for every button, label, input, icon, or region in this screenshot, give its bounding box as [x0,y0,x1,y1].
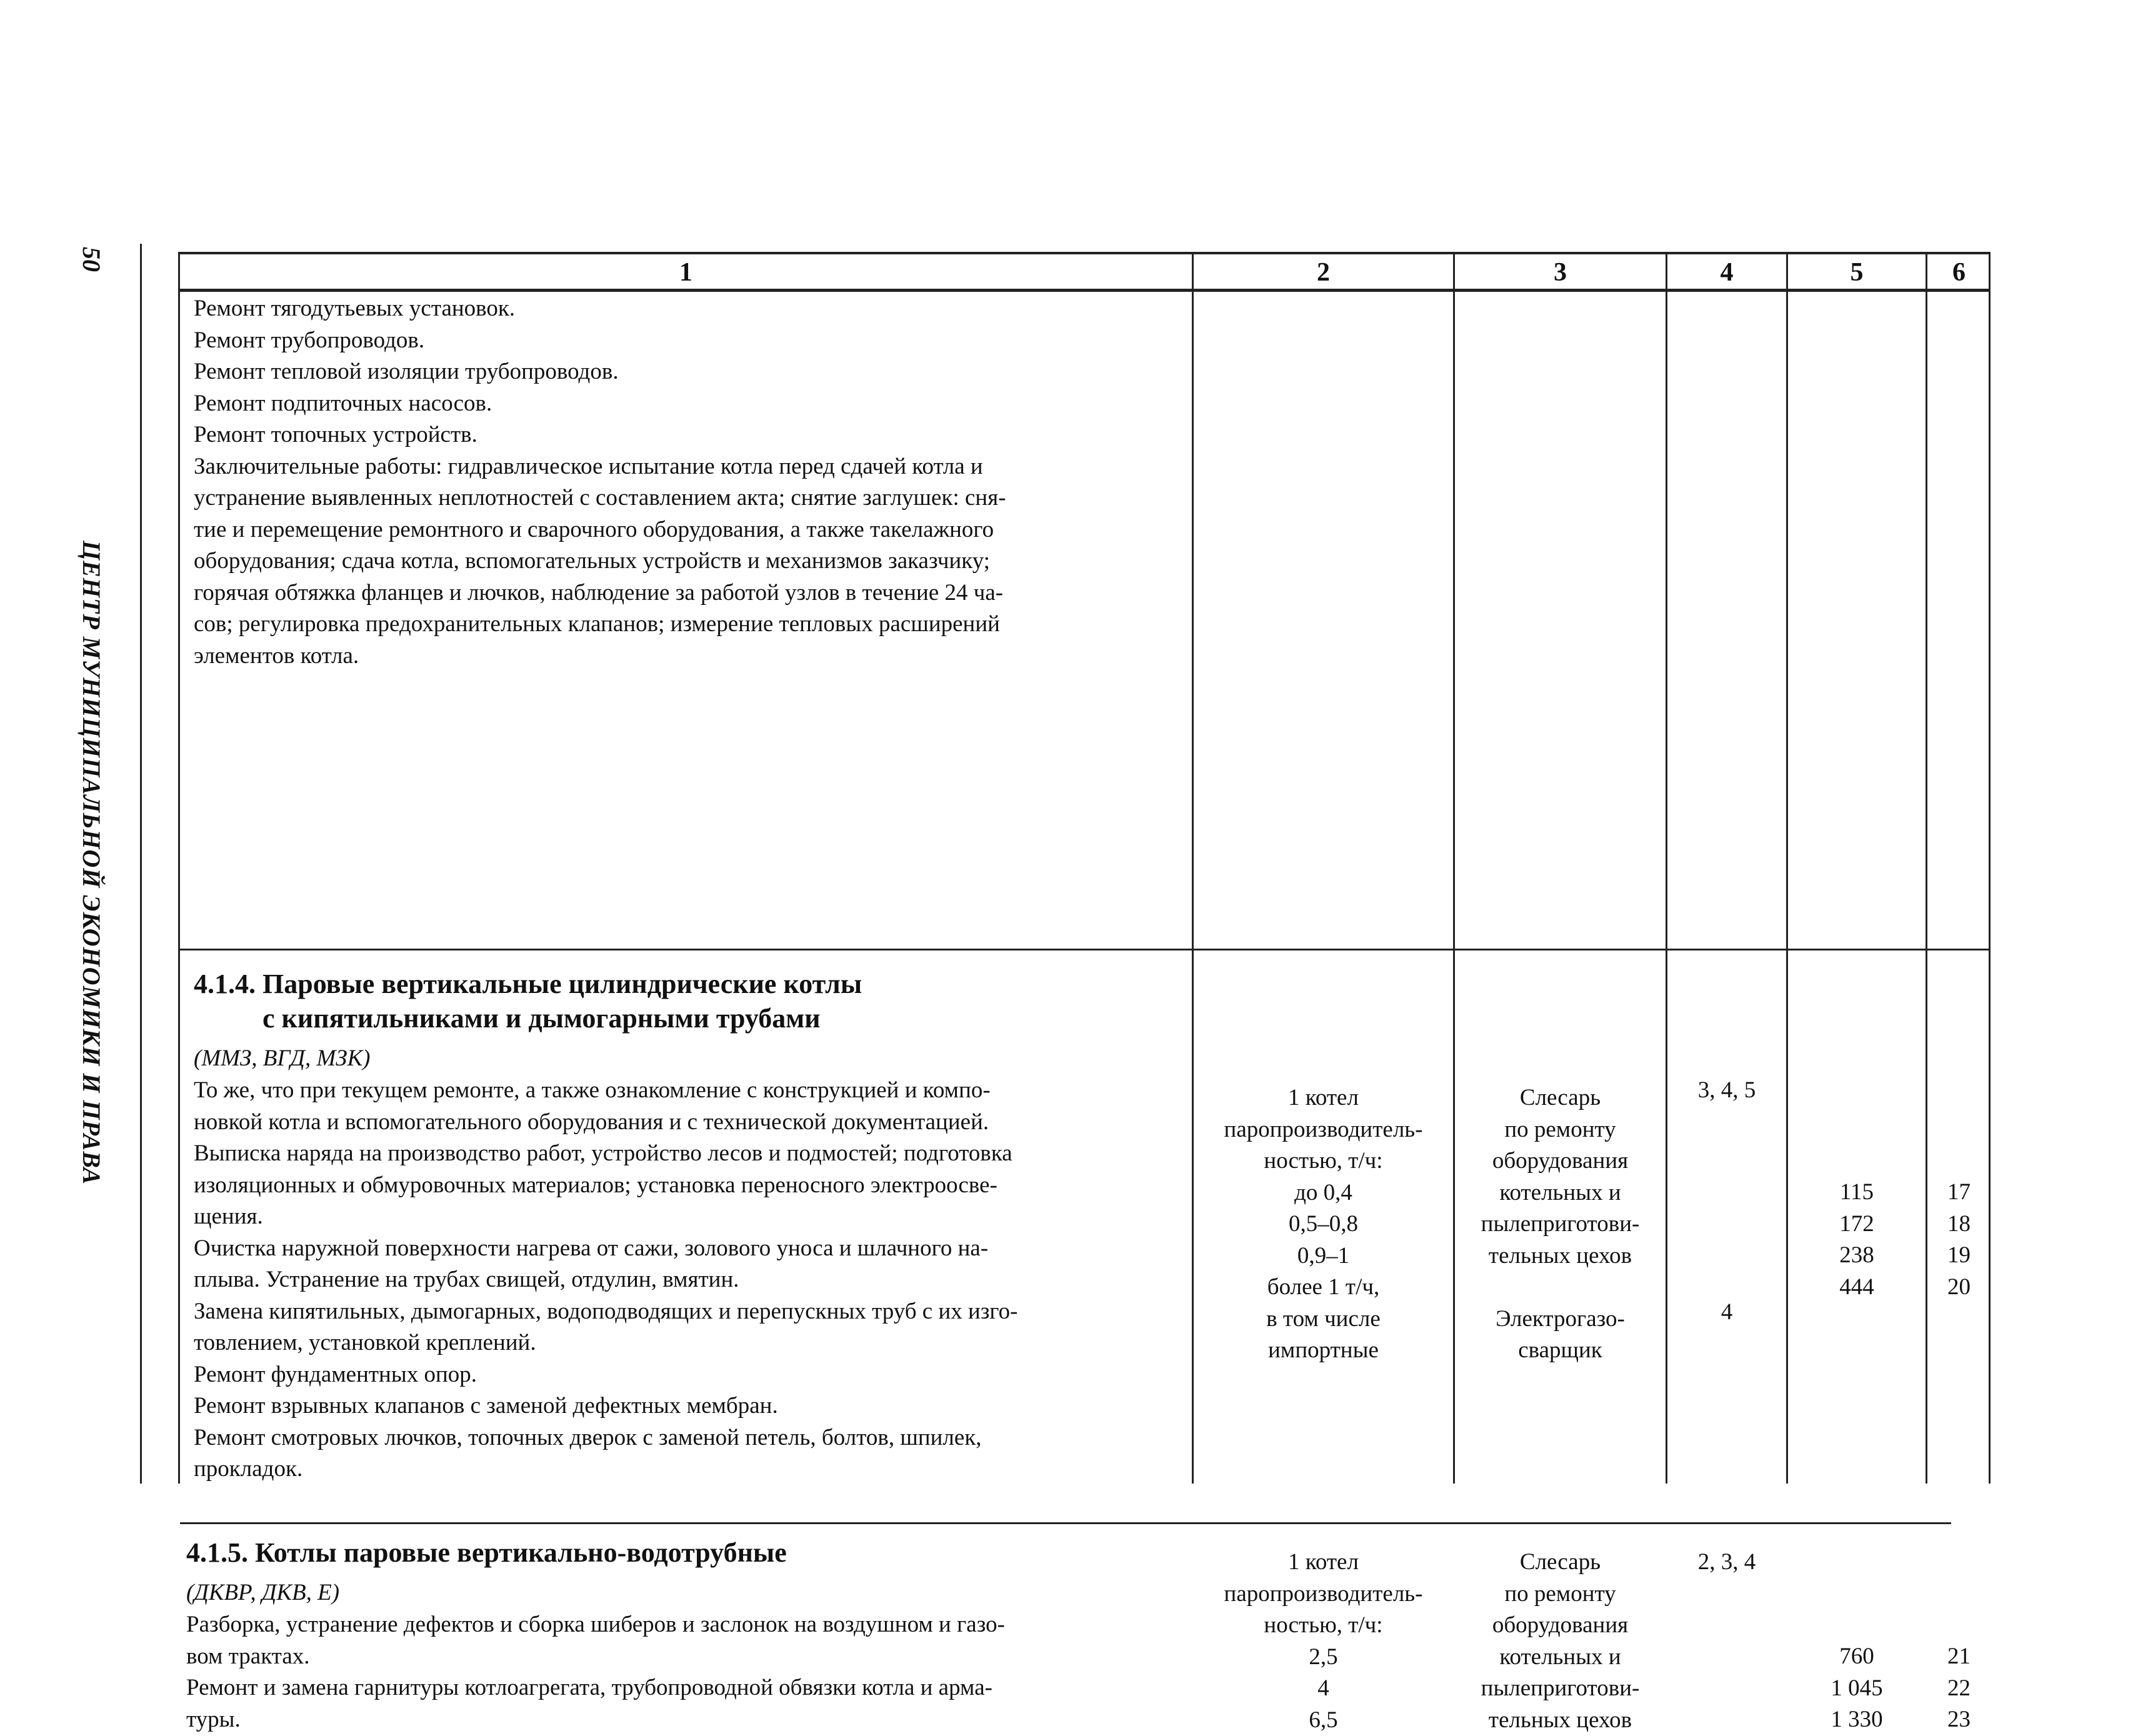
section-414-norm-time [1788,1177,1926,1303]
text-line: Ремонт и замена гарнитуры котлоагрегата, трубопроводной обвязки котла и арма- [186,1672,1005,1704]
worker-line: тельных цехов [1455,1705,1666,1736]
worker-line: оборудования [1455,1610,1666,1642]
text-line: Ремонт тепловой изоляции трубопроводов. [194,356,1006,388]
worker-line: Слесарь [1455,1547,1666,1579]
worker-line: по ремонту [1455,1114,1666,1146]
section-415-grade: 2, 3, 4 [1667,1547,1786,1579]
capacity-line: 0,9–1 [1194,1240,1453,1272]
section-415-row-number [1927,1641,1991,1736]
norm-value: 238 [1788,1240,1926,1272]
publisher-name: ЦЕНТР МУНИЦИПАЛЬНОЙ ЭКОНОМИКИ И ПРАВА [77,541,106,1185]
text-line: Ремонт взрывных клапанов с заменой дефектных мембран. [194,1390,1018,1422]
text-line: Выписка наряда на производство работ, устройство лесов и подмостей; подготовка [194,1138,1018,1170]
text-line: товлением, установкой креплений. [194,1327,1018,1359]
worker-line [1455,1272,1666,1304]
section-414-grade-a: 3, 4, 5 [1667,1075,1786,1107]
row-number: 20 [1927,1272,1991,1304]
worker-line: по ремонту [1455,1579,1666,1610]
norms-table [178,252,1991,1484]
capacity-line: паропроизводитель- [1194,1114,1453,1146]
worker-line: котельных и [1455,1642,1666,1674]
row-number: 23 [1927,1704,1991,1736]
section-414-capacity [1194,1082,1453,1367]
header-col-2: 2 [1194,254,1453,291]
block1-text [194,293,1006,672]
text-line: То же, что при текущем ремонте, а также ознакомление с конструкцией и компо- [194,1075,1018,1107]
text-line: вом трактах. [186,1641,1005,1673]
worker-line: пылеприготови- [1455,1209,1666,1240]
section-415-worker [1455,1547,1666,1736]
text-line: Ремонт тягодутьевых установок. [194,293,1006,325]
text-line: прокладок. [194,1454,1018,1485]
text-line: сов; регулировка предохранительных клапанов; измерение тепловых расширений [194,609,1006,641]
text-line: новкой котла и вспомогательного оборудования и с технической документацией. [194,1107,1018,1139]
text-line: Разборка, устранение дефектов и сборка шиберов и заслонок на воздушном и газо- [186,1609,1005,1641]
text-line: туры. [186,1704,1005,1736]
text-line: Очистка наружной поверхности нагрева от сажи, золового уноса и шлачного на- [194,1233,1018,1265]
text-line: плыва. Устранение на трубах свищей, отдулин, вмятин. [194,1264,1018,1296]
norm-value: 115 [1788,1177,1926,1209]
row-number: 22 [1927,1673,1991,1705]
norm-value: 444 [1788,1272,1926,1304]
text-line: Ремонт топочных устройств. [194,419,1006,451]
capacity-line: 1 котел [1194,1082,1453,1114]
worker-line: пылеприготови- [1455,1673,1666,1705]
norm-value: 172 [1788,1209,1926,1240]
text-line: Ремонт трубопроводов. [194,325,1006,357]
header-rule [180,289,1989,292]
capacity-line: 6,5 [1194,1705,1453,1736]
row-number: 19 [1927,1240,1991,1272]
text-line: изоляционных и обмуровочных материалов; установка переносного электроосве- [194,1170,1018,1202]
capacity-line: паропроизводитель- [1194,1579,1453,1610]
norm-value: 1 045 [1788,1673,1926,1705]
worker-line: тельных цехов [1455,1240,1666,1272]
margin-rule [140,244,142,1484]
section-414-grade-b: 4 [1667,1297,1786,1329]
section-414-title-line1: 4.1.4. Паровые вертикальные цилиндрические котлы [194,967,862,1001]
capacity-line: до 0,4 [1194,1177,1453,1209]
row-rule-1 [180,949,1989,950]
section-415-subtitle: (ДКВР, ДКВ, Е) [186,1577,339,1609]
capacity-line: 2,5 [1194,1642,1453,1674]
text-line: щения. [194,1201,1018,1233]
norm-value: 760 [1788,1641,1926,1673]
section-415-norm-time [1788,1641,1926,1736]
capacity-line: 4 [1194,1673,1453,1705]
capacity-line: в том числе [1194,1304,1453,1335]
row-rule-2 [180,1522,1951,1524]
text-line: Ремонт фундаментных опор. [194,1359,1018,1391]
section-414-title-line2: с кипятильниками и дымогарными трубами [262,1001,821,1035]
section-415-capacity [1194,1547,1453,1736]
header-col-6: 6 [1927,254,1991,291]
text-line: элементов котла. [194,641,1006,672]
text-line: устранение выявленных неплотностей с составлением акта; снятие заглушек: сня- [194,482,1006,514]
norm-value: 1 330 [1788,1704,1926,1736]
worker-line: Слесарь [1455,1082,1666,1114]
worker-line: котельных и [1455,1177,1666,1209]
header-col-1: 1 [180,254,1192,291]
header-col-4: 4 [1667,254,1786,291]
row-number: 18 [1927,1209,1991,1240]
capacity-line: 0,5–0,8 [1194,1209,1453,1240]
worker-line: сварщик [1455,1335,1666,1367]
text-line: тие и перемещение ремонтного и сварочного оборудования, а также такелажного [194,514,1006,546]
row-number: 21 [1927,1641,1991,1673]
header-col-3: 3 [1455,254,1666,291]
capacity-line: более 1 т/ч, [1194,1272,1453,1304]
text-line: Заключительные работы: гидравлическое испытание котла перед сдачей котла и [194,451,1006,483]
capacity-line: ностью, т/ч: [1194,1145,1453,1177]
row-number: 17 [1927,1177,1991,1209]
worker-line: оборудования [1455,1145,1666,1177]
capacity-line: импортные [1194,1335,1453,1367]
text-line: Замена кипятильных, дымогарных, водоподводящих и перепускных труб с их изго- [194,1296,1018,1328]
capacity-line: 1 котел [1194,1547,1453,1579]
section-415-text [186,1609,1005,1735]
section-414-row-number [1927,1177,1991,1303]
section-414-subtitle: (ММЗ, ВГД, МЗК) [194,1043,371,1074]
text-line: Ремонт подпиточных насосов. [194,388,1006,420]
worker-line: Электрогазо- [1455,1304,1666,1335]
text-line: Ремонт смотровых лючков, топочных дверок с заменой петель, болтов, шпилек, [194,1422,1018,1454]
capacity-line: ностью, т/ч: [1194,1610,1453,1642]
section-415-title: 4.1.5. Котлы паровые вертикально-водотрубные [186,1535,787,1570]
page-number: 50 [77,247,106,272]
text-line: горячая обтяжка фланцев и лючков, наблюдение за работой узлов в течение 24 ча- [194,577,1006,609]
section-414-text [194,1075,1018,1485]
header-col-5: 5 [1788,254,1926,291]
text-line: оборудования; сдача котла, вспомогательных устройств и механизмов заказчику; [194,546,1006,577]
section-414-worker [1455,1082,1666,1367]
